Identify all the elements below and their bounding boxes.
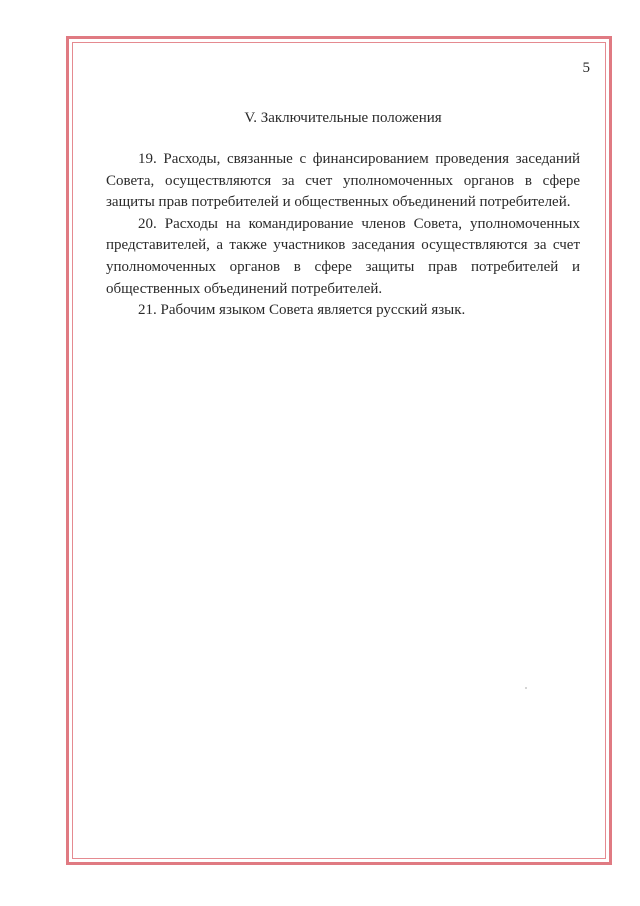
page-number: 5	[582, 60, 590, 76]
scan-speck	[525, 687, 527, 689]
paragraph-21: 21. Рабочим языком Совета является русский язык.	[138, 302, 466, 319]
section-heading: V. Заключительные положения	[244, 110, 442, 126]
paragraph-19: 19. Расходы, связанные с финансированием проведения заседаний Совета, осуществляются за счет уполномоченных органов в сфере защиты прав потребителей и общественных объединений потребителей.	[106, 151, 580, 211]
paragraph-20: 20. Расходы на командирование членов Совета, уполномоченных представителей, а также участников заседания осуществляются за счет уполномоченных органов в сфере защиты прав потребителей и общественных объединений потребителей.	[106, 215, 580, 297]
document-body	[106, 149, 580, 322]
